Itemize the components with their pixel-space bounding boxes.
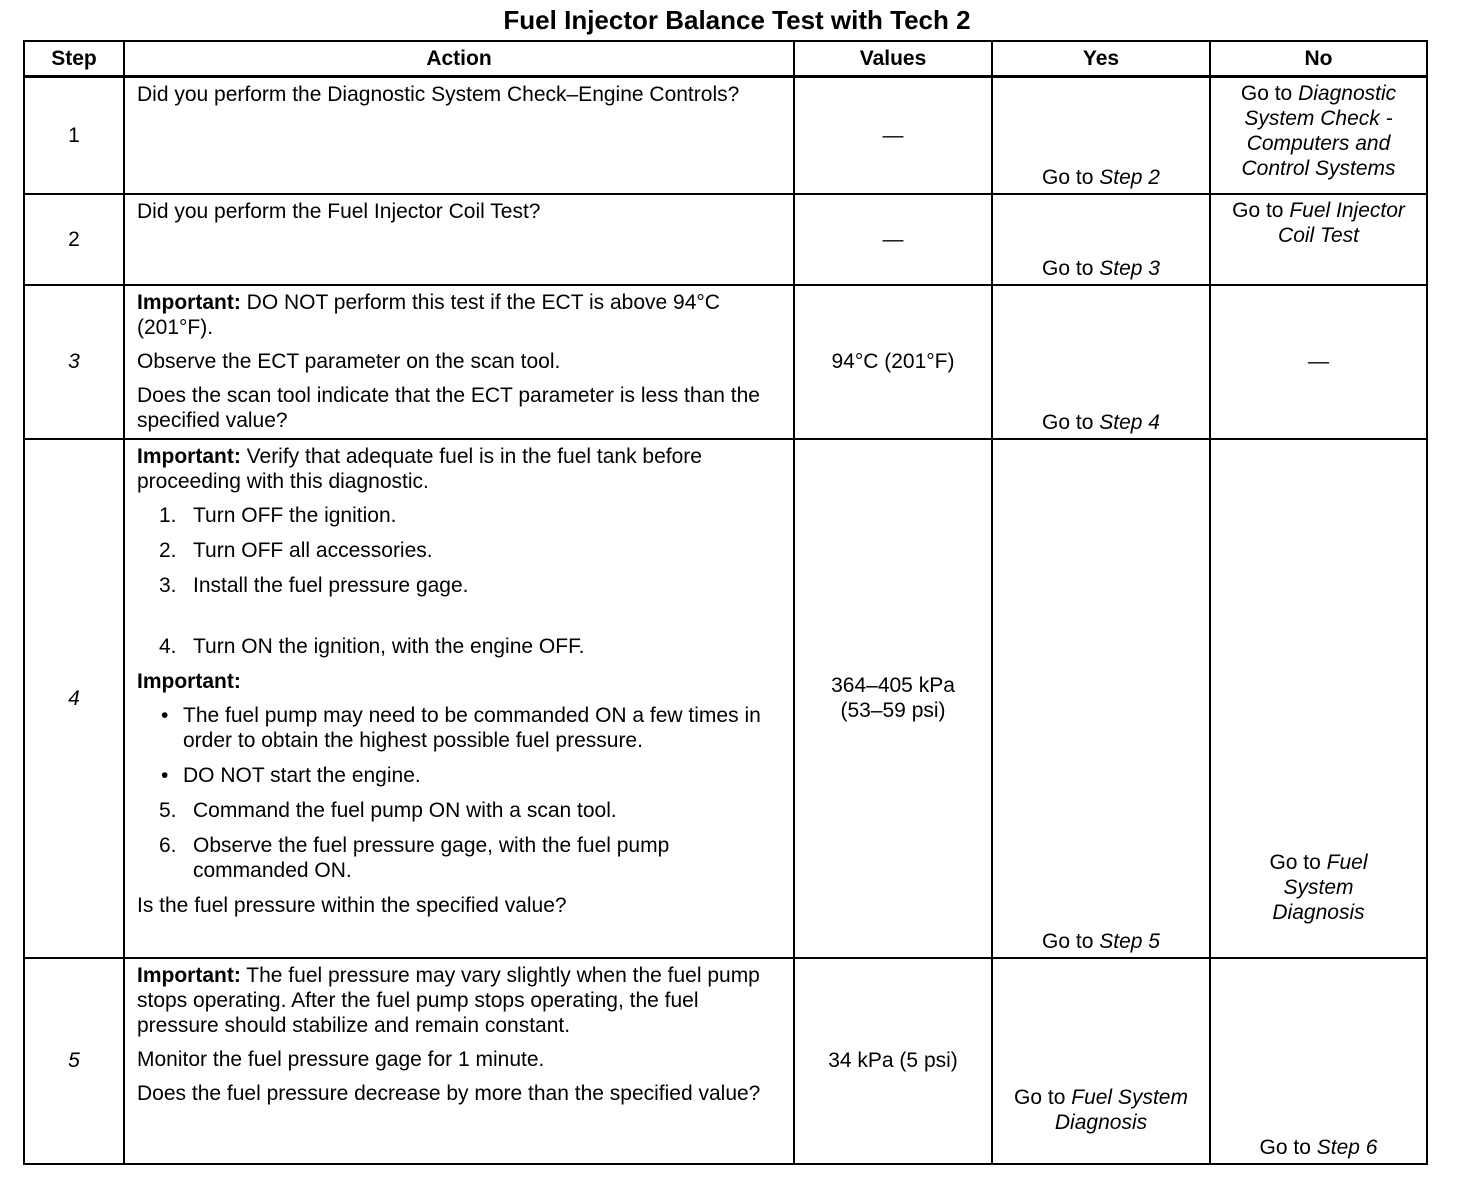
list-number: 3. xyxy=(159,573,177,597)
spacer xyxy=(137,608,783,634)
goto-prefix: Go to xyxy=(1042,256,1094,280)
important-label: Important: xyxy=(137,290,241,314)
goto-prefix: Go to xyxy=(1042,410,1094,434)
bullet-text: The fuel pump may need to be commanded ON a few times in order to obtain the highest possible fuel pressure. xyxy=(183,703,761,752)
no-cell[interactable] xyxy=(1210,77,1427,194)
step-number: 5 xyxy=(24,958,124,1164)
bullet-item xyxy=(137,763,783,788)
important-text: Verify that adequate fuel is in the fuel tank before proceeding with this diagnostic. xyxy=(137,444,702,493)
no-link[interactable]: Fuel Injector Coil Test xyxy=(1278,198,1405,247)
action-cell xyxy=(124,958,794,1164)
list-number: 5. xyxy=(159,798,177,822)
yes-cell[interactable] xyxy=(992,439,1210,958)
document-title: Fuel Injector Balance Test with Tech 2 xyxy=(503,5,971,35)
important-label: Important: xyxy=(137,444,241,468)
step-number: 2 xyxy=(24,194,124,285)
list-text: Turn OFF the ignition. xyxy=(193,503,397,527)
table-row xyxy=(24,194,1427,285)
list-text: Turn OFF all accessories. xyxy=(193,538,433,562)
yes-cell[interactable] xyxy=(992,194,1210,285)
no-cell: — xyxy=(1210,285,1427,439)
list-item xyxy=(137,798,783,823)
no-link[interactable]: Step 6 xyxy=(1316,1135,1378,1159)
yes-cell[interactable] xyxy=(992,958,1210,1164)
action-text: Did you perform the Diagnostic System Check–Engine Controls? xyxy=(137,83,740,106)
important-note xyxy=(137,444,783,494)
step-number: 3 xyxy=(24,285,124,439)
step-number: 1 xyxy=(24,77,124,194)
list-number: 4. xyxy=(159,634,177,658)
important-note xyxy=(137,963,783,1038)
list-text: Observe the fuel pressure gage, with the fuel pump commanded ON. xyxy=(193,833,670,882)
goto-prefix: Go to xyxy=(1240,82,1293,105)
yes-link[interactable]: Step 5 xyxy=(1099,929,1160,953)
value-text: 364–405 kPa (53–59 psi) xyxy=(831,674,955,722)
list-text: Turn ON the ignition, with the engine OFF. xyxy=(193,634,585,658)
action-text: Did you perform the Fuel Injector Coil Test? xyxy=(137,199,541,223)
action-cell xyxy=(124,439,794,958)
yes-link[interactable]: Step 3 xyxy=(1099,256,1160,280)
bullet-text: DO NOT start the engine. xyxy=(183,763,421,787)
no-goto xyxy=(1254,850,1384,925)
value-cell: 94°C (201°F) xyxy=(794,285,992,439)
bullet-glyph: • xyxy=(161,703,169,727)
action-question: Does the scan tool indicate that the ECT parameter is less than the specified value? xyxy=(137,383,760,432)
diagnostic-table xyxy=(23,40,1428,1165)
no-cell[interactable] xyxy=(1210,194,1427,285)
yes-link[interactable]: Step 4 xyxy=(1099,410,1160,434)
important-label: Important: xyxy=(137,669,241,693)
goto-prefix: Go to xyxy=(1232,198,1284,222)
no-cell[interactable] xyxy=(1210,958,1427,1164)
action-cell xyxy=(124,285,794,439)
important-note xyxy=(137,290,783,340)
goto-prefix: Go to xyxy=(1259,1135,1311,1159)
action-cell xyxy=(124,194,794,285)
header-yes: Yes xyxy=(992,41,1210,77)
yes-link[interactable]: Step 2 xyxy=(1099,165,1160,189)
action-instruction: Observe the ECT parameter on the scan tool. xyxy=(137,349,561,373)
important-text: The fuel pressure may vary slightly when the fuel pump stops operating. After the fuel pump stops operating, the fuel pressure should stabilize and remain constant. xyxy=(137,963,760,1037)
important-label: Important: xyxy=(137,963,241,987)
list-item xyxy=(137,634,783,659)
no-link[interactable]: Diagnostic System Check - Computers and Control Systems xyxy=(1241,82,1397,180)
value-cell: — xyxy=(794,194,992,285)
action-question: Does the fuel pressure decrease by more than the specified value? xyxy=(137,1081,761,1105)
value-cell: 34 kPa (5 psi) xyxy=(794,958,992,1164)
list-item xyxy=(137,833,783,883)
header-step: Step xyxy=(24,41,124,77)
value-cell xyxy=(794,439,992,958)
action-cell xyxy=(124,77,794,194)
value-cell: — xyxy=(794,77,992,194)
header-row xyxy=(24,41,1427,77)
bullet-item xyxy=(137,703,783,753)
bullet-glyph: • xyxy=(161,763,169,787)
list-number: 1. xyxy=(159,503,177,527)
yes-cell[interactable] xyxy=(992,77,1210,194)
goto-prefix: Go to xyxy=(1042,929,1094,953)
important-text: DO NOT perform this test if the ECT is above 94°C (201°F). xyxy=(137,290,720,339)
goto-prefix: Go to xyxy=(1014,1085,1066,1109)
list-item xyxy=(137,538,783,563)
list-number: 6. xyxy=(159,833,177,857)
header-values: Values xyxy=(794,41,992,77)
no-cell[interactable] xyxy=(1210,439,1427,958)
header-no: No xyxy=(1210,41,1427,77)
list-item xyxy=(137,573,783,598)
list-text: Command the fuel pump ON with a scan tool. xyxy=(193,798,617,822)
yes-cell[interactable] xyxy=(992,285,1210,439)
list-number: 2. xyxy=(159,538,177,562)
table-row xyxy=(24,958,1427,1164)
table-row xyxy=(24,439,1427,958)
table-row xyxy=(24,285,1427,439)
list-text: Install the fuel pressure gage. xyxy=(193,573,469,597)
yes-link[interactable]: Fuel System Diagnosis xyxy=(1054,1085,1188,1134)
action-instruction: Monitor the fuel pressure gage for 1 minute. xyxy=(137,1047,545,1071)
step-number: 4 xyxy=(24,439,124,958)
goto-prefix: Go to xyxy=(1269,850,1321,874)
no-link[interactable]: Fuel System Diagnosis xyxy=(1272,850,1368,924)
list-item xyxy=(137,503,783,528)
header-action: Action xyxy=(124,41,794,77)
goto-prefix: Go to xyxy=(1042,165,1094,189)
action-question: Is the fuel pressure within the specified value? xyxy=(137,893,567,917)
table-row xyxy=(24,77,1427,194)
